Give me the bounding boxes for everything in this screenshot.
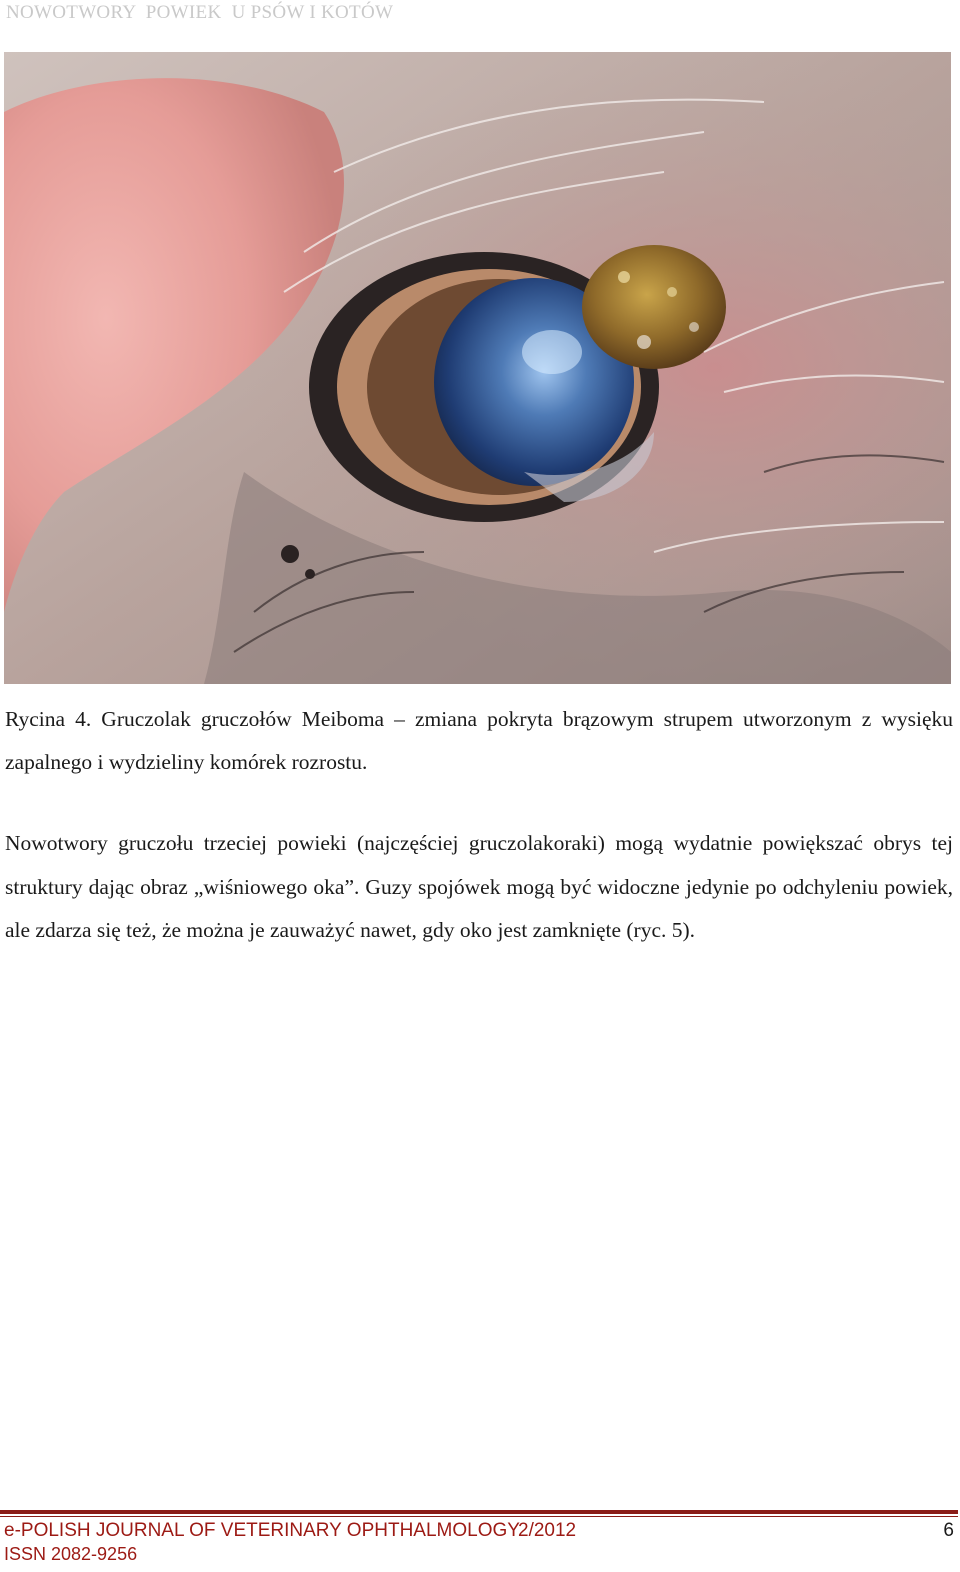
body-paragraph: Nowotwory gruczołu trzeciej powieki (najczęściej gruczolakoraki) mogą wydatnie powiększać obrys tej struktury dając obraz „wiśniowego oka”. Guzy spojówek mogą być widoczne jedynie po odchyleniu powiek, ale zdarza się też, że można je zauważyć nawet, gdy oko jest zamknięte (ryc. 5). — [5, 831, 953, 942]
footer-rule-thin — [0, 1516, 958, 1517]
footer-issn: ISSN 2082-9256 — [4, 1544, 138, 1564]
footer-journal-name: e-POLISH JOURNAL OF VETERINARY OPHTHALMOLOGY — [4, 1520, 520, 1541]
footer-rule — [0, 1510, 958, 1514]
figure-photo-dog-eye — [4, 52, 951, 684]
eye-photo-illustration — [4, 52, 951, 684]
footer-issue: 2/2012 — [518, 1520, 577, 1541]
page-number: 6 — [943, 1520, 954, 1541]
running-header: NOWOTWORY POWIEK U PSÓW I KOTÓW — [6, 2, 394, 23]
figure-caption: Rycina 4. Gruczolak gruczołów Meiboma – zmiana pokryta brązowym strupem utworzonym z wysięku zapalnego i wydzieliny komórek rozrostu. — [5, 707, 953, 774]
